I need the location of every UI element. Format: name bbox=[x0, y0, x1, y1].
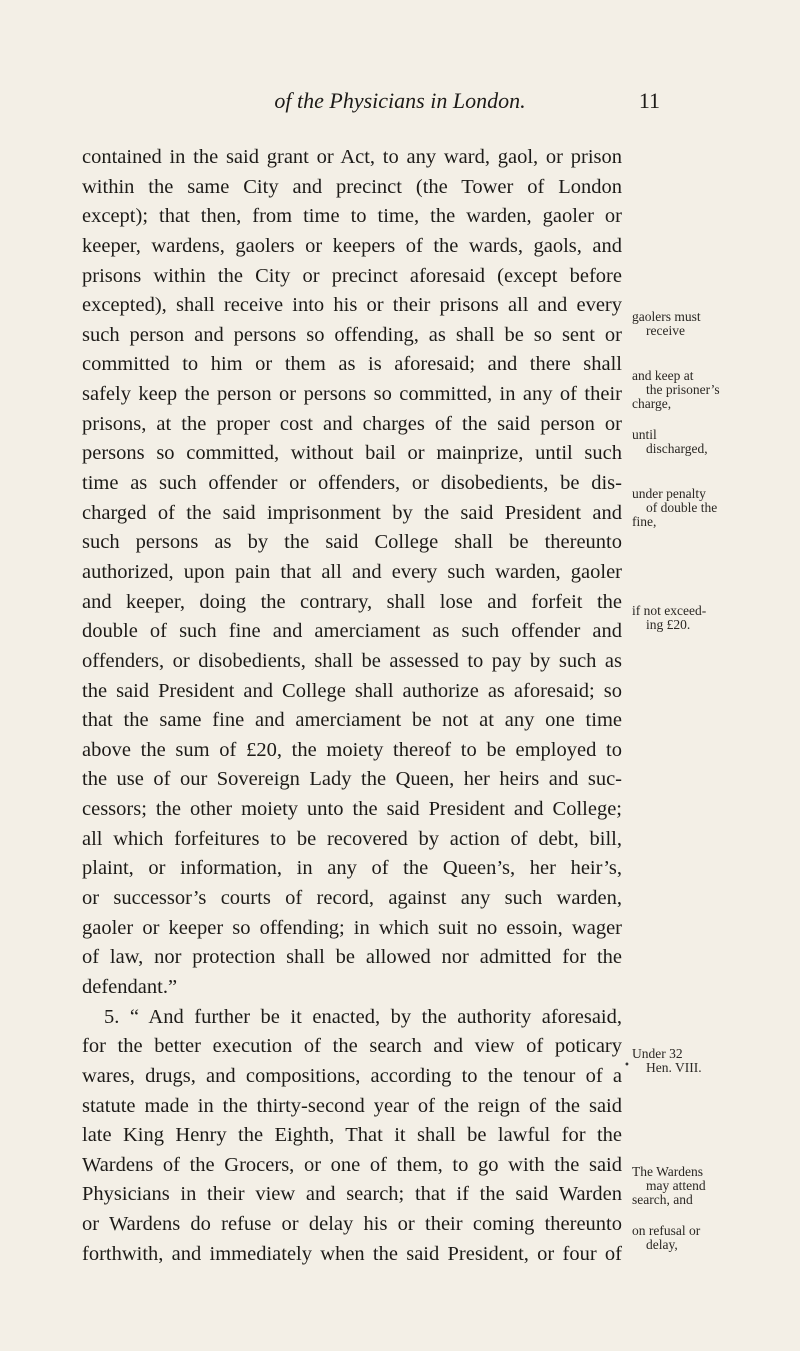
margin-note bbox=[632, 487, 717, 529]
text-line: of law, nor protection shall be allowed nor admitted for the bbox=[82, 946, 622, 969]
text-line: gaoler or keeper so offending; in which suit no essoin, wager bbox=[82, 916, 622, 939]
text-line: such person and persons so offending, as shall be so sent or bbox=[82, 323, 622, 346]
text-line: forthwith, and immediately when the said President, or four of bbox=[82, 1242, 622, 1265]
margin-note bbox=[632, 428, 708, 456]
text-line: committed to him or them as is aforesaid; and there shall bbox=[82, 353, 622, 376]
text-line: except); that then, from time to time, the warden, gaoler or bbox=[82, 205, 622, 228]
margin-note-line: of double the bbox=[646, 500, 718, 515]
margin-note-line: gaolers must bbox=[632, 309, 701, 324]
margin-note-line: search, and bbox=[632, 1192, 693, 1207]
margin-note bbox=[632, 310, 701, 338]
text-line: wares, drugs, and compositions, according to the tenour of a bbox=[82, 1064, 622, 1087]
text-line: statute made in the thirty-second year of the reign of the said bbox=[82, 1094, 622, 1117]
text-line: keeper, wardens, gaolers or keepers of the wards, gaols, and bbox=[82, 234, 622, 257]
margin-note-line: ing £20. bbox=[646, 617, 691, 632]
text-line: charged of the said imprisonment by the said President and bbox=[82, 501, 622, 524]
text-line: the use of our Sovereign Lady the Queen, her heirs and suc- bbox=[82, 768, 622, 791]
text-line: the said President and College shall authorize as aforesaid; so bbox=[82, 679, 622, 702]
margin-note-line: charge, bbox=[632, 396, 672, 411]
text-line: offenders, or disobedients, shall be assessed to pay by such as bbox=[82, 649, 622, 672]
margin-note bbox=[632, 1224, 700, 1252]
text-line: authorized, upon pain that all and every such warden, gaoler bbox=[82, 560, 622, 583]
margin-note-line: if not exceed- bbox=[632, 603, 707, 618]
text-line: prisons, at the proper cost and charges of the said person or bbox=[82, 412, 622, 435]
text-line: 5. “ And further be it enacted, by the authority aforesaid, bbox=[104, 1005, 622, 1028]
text-line: safely keep the person or persons so committed, in any of their bbox=[82, 383, 622, 406]
margin-note-line: the prisoner’s bbox=[646, 382, 720, 397]
text-line: or successor’s courts of record, against any such warden, bbox=[82, 887, 622, 910]
text-line: late King Henry the Eighth, That it shall be lawful for the bbox=[82, 1124, 622, 1147]
text-line: prisons within the City or precinct aforesaid (except before bbox=[82, 264, 622, 287]
text-line: persons so committed, without bail or mainprize, until such bbox=[82, 442, 622, 465]
margin-note-line: Hen. VIII. bbox=[646, 1060, 702, 1075]
running-head: of the Physicians in London. bbox=[274, 88, 526, 113]
text-line: for the better execution of the search and view of poticary bbox=[82, 1035, 622, 1058]
margin-note-line: until bbox=[632, 427, 657, 442]
text-line: contained in the said grant or Act, to any ward, gaol, or prison bbox=[82, 146, 622, 168]
text-line: such persons as by the said College shall be thereunto bbox=[82, 531, 622, 554]
text-line: time as such offender or offenders, or disobedients, be dis- bbox=[82, 472, 622, 495]
margin-note-line: and keep at bbox=[632, 368, 694, 383]
text-line: double of such fine and amerciament as such offender and bbox=[82, 620, 622, 643]
margin-note-line: Under 32 bbox=[632, 1046, 683, 1061]
margin-note-line: delay, bbox=[646, 1237, 678, 1252]
text-line: that the same fine and amerciament be not at any one time bbox=[82, 709, 622, 732]
text-line: above the sum of £20, the moiety thereof to be employed to bbox=[82, 738, 622, 761]
stray-mark: • bbox=[624, 1060, 630, 1071]
margin-note bbox=[632, 1165, 706, 1207]
text-line: defendant.” bbox=[82, 975, 178, 998]
margin-note-line: under penalty bbox=[632, 486, 706, 501]
text-line: within the same City and precinct (the Tower of London bbox=[82, 175, 622, 198]
margin-note-line: The Wardens bbox=[632, 1164, 704, 1179]
margin-note bbox=[632, 604, 706, 632]
margin-note-line: may attend bbox=[646, 1178, 706, 1193]
margin-note bbox=[632, 369, 720, 411]
margin-note-line: discharged, bbox=[646, 441, 708, 456]
text-line: Physicians in their view and search; that if the said Warden bbox=[82, 1183, 622, 1206]
text-line: plaint, or information, in any of the Queen’s, her heir’s, bbox=[82, 857, 622, 880]
text-line: Wardens of the Grocers, or one of them, to go with the said bbox=[82, 1153, 622, 1176]
body-text bbox=[82, 143, 622, 1269]
page-header bbox=[0, 88, 800, 128]
text-line: and keeper, doing the contrary, shall lose and forfeit the bbox=[82, 590, 622, 613]
text-line: cessors; the other moiety unto the said President and College; bbox=[82, 798, 622, 821]
margin-note-line: on refusal or bbox=[632, 1223, 701, 1238]
margin-note-line: receive bbox=[646, 323, 685, 338]
margin-note-line: fine, bbox=[632, 514, 657, 529]
text-line: or Wardens do refuse or delay his or their coming thereunto bbox=[82, 1213, 622, 1236]
page-number: 11 bbox=[638, 88, 660, 113]
text-line: excepted), shall receive into his or their prisons all and every bbox=[82, 294, 622, 317]
margin-note bbox=[632, 1047, 702, 1075]
text-line: all which forfeitures to be recovered by action of debt, bill, bbox=[82, 827, 622, 850]
